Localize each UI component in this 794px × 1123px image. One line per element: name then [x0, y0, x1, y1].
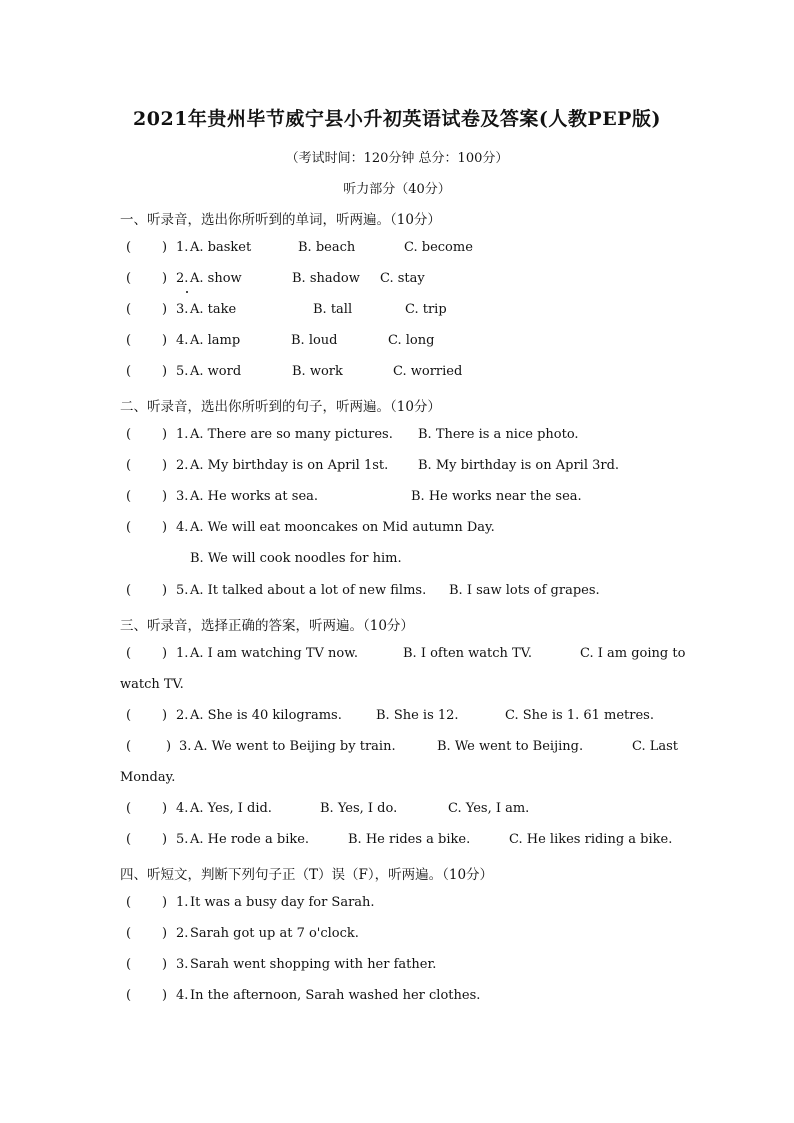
option-a: A. There are so many pictures.	[190, 427, 393, 442]
question-number: 5.	[176, 583, 189, 598]
answer-bracket-open: (	[126, 957, 132, 972]
option-b: B. Yes, I do.	[320, 801, 398, 816]
answer-bracket-close: )	[162, 271, 168, 286]
answer-bracket-open: (	[126, 302, 132, 317]
question-number: 1.	[176, 240, 189, 255]
statement-text: Sarah got up at 7 o'clock.	[190, 926, 359, 941]
option-a: A. He works at sea.	[190, 489, 319, 504]
answer-bracket-close: )	[162, 520, 168, 535]
answer-bracket-open: (	[126, 801, 132, 816]
question-number: 1.	[176, 427, 189, 442]
option-a: A. basket	[190, 240, 252, 255]
answer-bracket-open: (	[126, 832, 132, 847]
option-c: C. stay	[380, 271, 425, 286]
option-c: C. worried	[393, 364, 463, 379]
option-b: B. We will cook noodles for him.	[190, 551, 402, 566]
answer-bracket-open: (	[126, 427, 132, 442]
stray-dot	[186, 291, 188, 293]
option-a: A. word	[190, 364, 242, 379]
option-b: B. She is 12.	[376, 708, 459, 723]
answer-bracket-open: (	[126, 520, 132, 535]
option-b: B. loud	[291, 333, 338, 348]
option-b: B. work	[292, 364, 343, 379]
answer-bracket-close: )	[162, 957, 168, 972]
question-number: 2.	[176, 926, 189, 941]
statement-text: Sarah went shopping with her father.	[190, 957, 437, 972]
section-heading: 二、听录音，选出你所听到的句子，听两遍。（10分）	[120, 399, 441, 415]
answer-bracket-close: )	[162, 926, 168, 941]
question-number: 2.	[176, 458, 189, 473]
option-a: A. We went to Beijing by train.	[194, 739, 396, 754]
answer-bracket-open: (	[126, 988, 132, 1003]
answer-bracket-open: (	[126, 583, 132, 598]
option-b: B. tall	[313, 302, 353, 317]
option-b: B. shadow	[292, 271, 360, 286]
answer-bracket-open: (	[126, 364, 132, 379]
option-a: A. She is 40 kilograms.	[190, 708, 342, 723]
option-b: B. He rides a bike.	[348, 832, 471, 847]
exam-info: （考试时间：120分钟 总分：100分）	[285, 151, 509, 166]
question-number: 3.	[176, 957, 189, 972]
answer-bracket-close: )	[162, 646, 168, 661]
statement-text: It was a busy day for Sarah.	[190, 895, 375, 910]
page-title: 2021年贵州毕节威宁县小升初英语试卷及答案(人教PEP版)	[133, 108, 661, 130]
option-c: C. He likes riding a bike.	[509, 832, 673, 847]
section-heading: 一、听录音，选出你所听到的单词，听两遍。（10分）	[120, 212, 441, 228]
answer-bracket-close: )	[162, 427, 168, 442]
question-number: 5.	[176, 364, 189, 379]
answer-bracket-close: )	[162, 364, 168, 379]
answer-bracket-open: (	[126, 489, 132, 504]
question-number: 3.	[176, 489, 189, 504]
option-b: B. beach	[298, 240, 356, 255]
answer-bracket-close: )	[166, 739, 172, 754]
option-a: A. I am watching TV now.	[190, 646, 358, 661]
option-c: C. Last	[632, 739, 679, 754]
question-number: 4.	[176, 801, 189, 816]
answer-bracket-close: )	[162, 458, 168, 473]
answer-bracket-close: )	[162, 708, 168, 723]
option-a: A. We will eat mooncakes on Mid autumn Day.	[190, 520, 495, 535]
question-number: 2.	[176, 708, 189, 723]
answer-bracket-close: )	[162, 302, 168, 317]
answer-bracket-open: (	[126, 271, 132, 286]
option-a: A. My birthday is on April 1st.	[190, 458, 389, 473]
question-number: 5.	[176, 832, 189, 847]
answer-bracket-open: (	[126, 926, 132, 941]
statement-text: In the afternoon, Sarah washed her clothes.	[190, 988, 481, 1003]
question-number: 4.	[176, 988, 189, 1003]
option-b: B. My birthday is on April 3rd.	[418, 458, 620, 473]
option-c-continued: watch TV.	[120, 677, 184, 692]
answer-bracket-close: )	[162, 583, 168, 598]
answer-bracket-open: (	[126, 333, 132, 348]
answer-bracket-close: )	[162, 240, 168, 255]
option-b: B. I saw lots of grapes.	[449, 583, 600, 598]
option-a: A. show	[190, 271, 242, 286]
part-label: 听力部分（40分）	[343, 182, 451, 197]
answer-bracket-close: )	[162, 832, 168, 847]
answer-bracket-close: )	[162, 895, 168, 910]
option-a: A. He rode a bike.	[190, 832, 310, 847]
answer-bracket-open: (	[126, 895, 132, 910]
answer-bracket-close: )	[162, 489, 168, 504]
option-b: B. We went to Beijing.	[437, 739, 584, 754]
section-heading: 四、听短文，判断下列句子正（T）误（F），听两遍。（10分）	[120, 867, 494, 883]
option-b: B. He works near the sea.	[411, 489, 582, 504]
answer-bracket-close: )	[162, 801, 168, 816]
option-c-continued: Monday.	[120, 770, 176, 785]
option-c: C. Yes, I am.	[448, 801, 530, 816]
question-number: 3.	[179, 739, 192, 754]
answer-bracket-close: )	[162, 988, 168, 1003]
question-number: 1.	[176, 646, 189, 661]
option-b: B. I often watch TV.	[403, 646, 532, 661]
question-number: 3.	[176, 302, 189, 317]
section-heading: 三、听录音，选择正确的答案，听两遍。（10分）	[120, 618, 414, 634]
option-c: C. She is 1. 61 metres.	[505, 708, 654, 723]
answer-bracket-open: (	[126, 458, 132, 473]
option-a: A. lamp	[190, 333, 241, 348]
option-c: C. become	[404, 240, 473, 255]
option-c: C. trip	[405, 302, 447, 317]
option-a: A. It talked about a lot of new films.	[190, 583, 427, 598]
answer-bracket-close: )	[162, 333, 168, 348]
question-number: 2.	[176, 271, 189, 286]
answer-bracket-open: (	[126, 739, 132, 754]
option-a: A. Yes, I did.	[190, 801, 272, 816]
answer-bracket-open: (	[126, 646, 132, 661]
option-a: A. take	[190, 302, 237, 317]
option-c: C. I am going to	[580, 646, 686, 661]
question-number: 1.	[176, 895, 189, 910]
answer-bracket-open: (	[126, 240, 132, 255]
question-number: 4.	[176, 333, 189, 348]
option-b: B. There is a nice photo.	[418, 427, 579, 442]
question-number: 4.	[176, 520, 189, 535]
option-c: C. long	[388, 333, 435, 348]
answer-bracket-open: (	[126, 708, 132, 723]
